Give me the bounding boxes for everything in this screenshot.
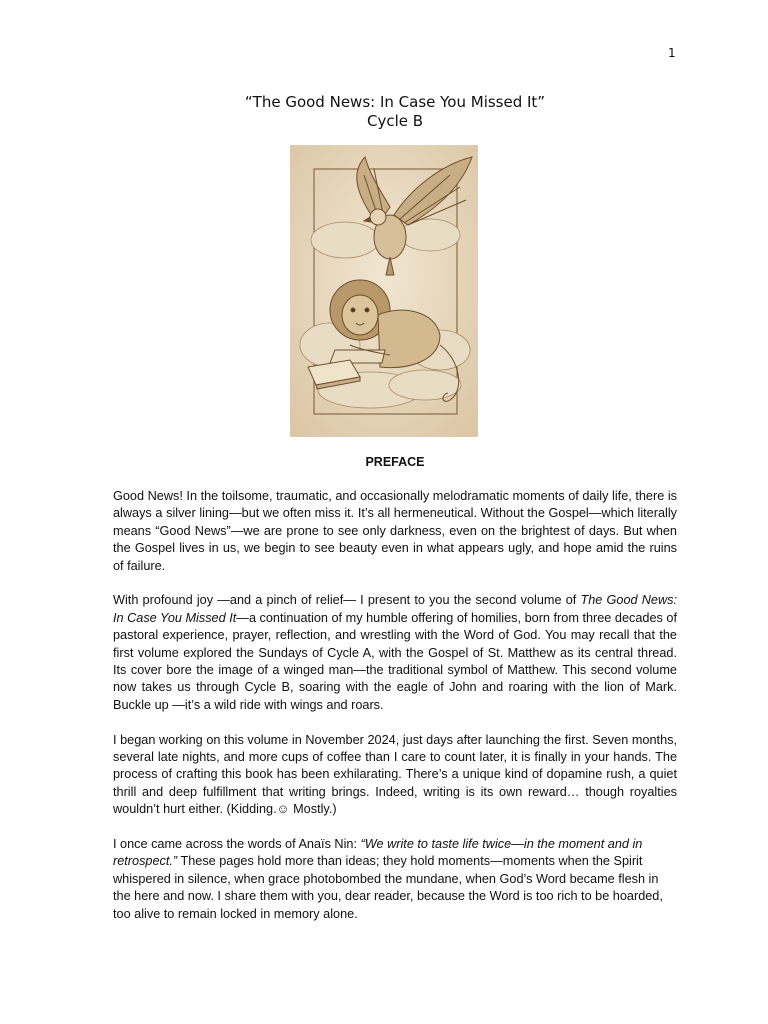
eagle-lion-illustration	[290, 145, 478, 437]
document-title	[0, 93, 768, 131]
paragraph-2-lead: With profound joy —and a pinch of relief— I present to you the second volume of	[113, 593, 581, 608]
paragraph-2	[113, 592, 677, 714]
title-line-2: Cycle B	[366, 112, 424, 130]
paragraph-1: Good News! In the toilsome, traumatic, and occasionally melodramatic moments of daily life, there is always a silver lining—but we often miss it. It’s all hermeneutical. Without the Gospel—which literally means “Good News”—we are prone to see only darkness, even on the brightest of days. But when the Gospel lives in us, we begin to see beauty even in what appears ugly, and hope amid the ruins of failure.	[113, 489, 677, 573]
paragraph-2-rest: —a continuation of my humble offering of homilies, born from three decades of pastoral experience, prayer, reflection, and wrestling with the Word of God. You may recall that the first volume explored the Sundays of Cycle A, with the Gospel of St. Matthew as its central thread. Its cover bore the image of a winged man—the traditional symbol of Matthew. This second volume now takes us through Cycle B, soaring with the eagle of John and roaring with the lion of Mark. Buckle up —it’s a wild ride with wings and roars.	[113, 610, 677, 712]
nin-quote-italic: “We write to taste life twice—in the moment and in retrospect.”	[113, 837, 643, 869]
book-title-italic: The Good News: In Case You Missed It	[113, 593, 677, 625]
preface-heading: PREFACE	[365, 455, 425, 469]
paragraph-3: I began working on this volume in November 2024, just days after launching the first. Seven months, several late nights, and more cups of coffee than I care to count later, it is finally in your hands. The process of crafting this book has been exhilarating. There’s a unique kind of dopamine rush, a quiet thrill and deep fulfillment that writing brings. Indeed, writing is its own reward… though royalties wouldn’t hurt either. (Kidding.☺ Mostly.)	[113, 732, 677, 817]
page-number: 1	[668, 46, 676, 60]
paragraph-4-rest: These pages hold more than ideas; they hold moments—moments when the Spirit whispered in silence, when grace photobombed the mundane, when God’s Word became flesh in the here and now. I share them with you, dear reader, because the Word is too rich to be hoarded, too alive to remain locked in memory alone.	[113, 854, 663, 921]
title-line-1: “The Good News: In Case You Missed It”	[244, 93, 546, 111]
preface-body	[113, 488, 677, 941]
paragraph-4	[113, 836, 677, 923]
eagle-and-lion-icon	[290, 145, 478, 437]
paragraph-4-lead: I once came across the words of Anaïs Nin:	[113, 837, 361, 852]
